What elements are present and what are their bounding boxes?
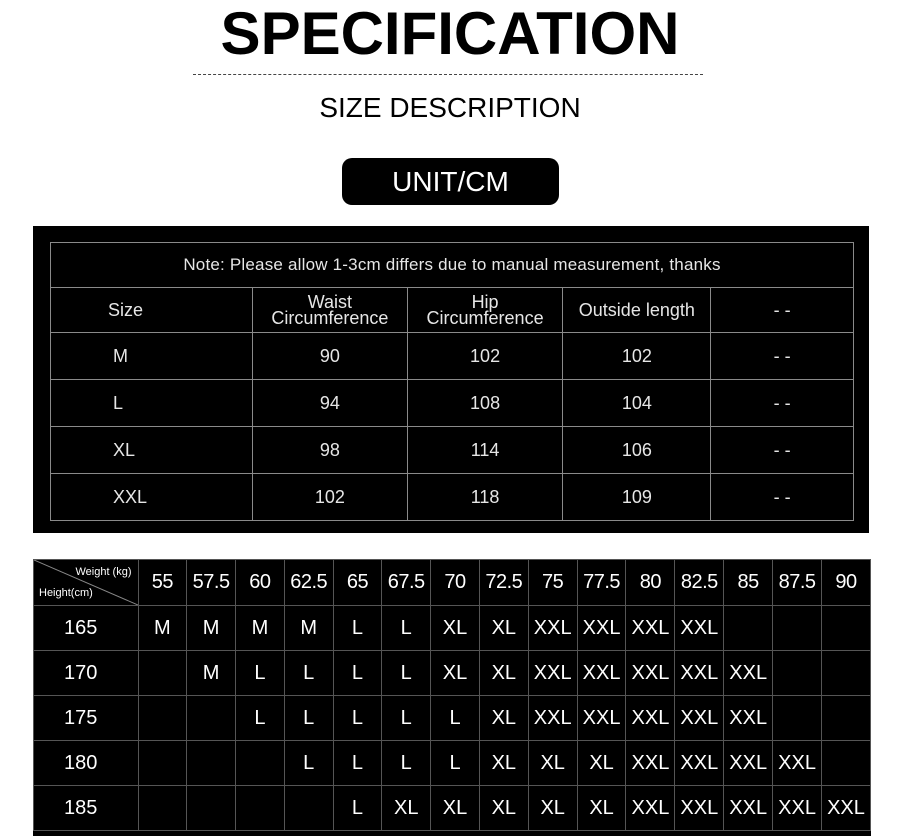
size-cell: L	[333, 606, 382, 651]
size-cell: XXL	[528, 606, 577, 651]
size-cell: XXL	[675, 741, 724, 786]
size-cell: L	[333, 741, 382, 786]
height-cell: 165	[34, 606, 139, 651]
weight-header-cell: 70	[431, 560, 480, 606]
size-cell: XL	[577, 741, 626, 786]
size-cell: XL	[479, 741, 528, 786]
cell-waist: 98	[253, 427, 408, 474]
size-cell	[138, 696, 187, 741]
table-row	[34, 786, 871, 831]
cell-length: 102	[563, 333, 711, 380]
table-row	[51, 333, 854, 380]
weight-axis-label: Weight (kg)	[75, 566, 132, 578]
weight-header-cell: 62.5	[284, 560, 333, 606]
cell-length: 109	[563, 474, 711, 521]
header-hip-line1: Hip	[471, 292, 499, 312]
header-outside-length: Outside length	[563, 288, 711, 333]
measurement-table	[50, 242, 854, 521]
size-cell	[724, 606, 773, 651]
weight-header-cell: 87.5	[773, 560, 822, 606]
weight-header-cell: 55	[138, 560, 187, 606]
size-chart-table	[33, 559, 871, 831]
header-waist	[253, 288, 408, 333]
header-waist-line1: Waist	[307, 292, 353, 312]
size-cell	[236, 741, 285, 786]
size-cell: XL	[577, 786, 626, 831]
unit-badge: UNIT/CM	[342, 158, 559, 205]
size-cell: XXL	[724, 741, 773, 786]
cell-extra: - -	[711, 427, 854, 474]
size-cell: XXL	[626, 741, 675, 786]
size-cell: L	[431, 741, 480, 786]
size-cell: XXL	[724, 651, 773, 696]
cell-size: L	[51, 380, 253, 427]
size-cell: XL	[479, 786, 528, 831]
size-cell	[284, 786, 333, 831]
table-row	[34, 651, 871, 696]
cell-hip: 118	[407, 474, 563, 521]
header-size: Size	[51, 288, 253, 333]
size-cell: XL	[382, 786, 431, 831]
weight-header-cell: 85	[724, 560, 773, 606]
size-cell: L	[382, 696, 431, 741]
cell-size: XL	[51, 427, 253, 474]
cell-waist: 90	[253, 333, 408, 380]
size-chart-panel	[33, 559, 871, 836]
size-cell: XXL	[626, 606, 675, 651]
header-hip	[407, 288, 563, 333]
cell-size: M	[51, 333, 253, 380]
page-title: SPECIFICATION	[220, 0, 680, 67]
size-cell: L	[333, 651, 382, 696]
cell-waist: 102	[253, 474, 408, 521]
weight-header-cell: 60	[236, 560, 285, 606]
weight-header-cell: 57.5	[187, 560, 236, 606]
size-cell: XXL	[626, 786, 675, 831]
height-cell: 170	[34, 651, 139, 696]
table-row	[51, 474, 854, 521]
measurement-panel	[33, 226, 869, 533]
corner-cell	[34, 560, 139, 606]
table-row	[34, 696, 871, 741]
size-cell: L	[236, 696, 285, 741]
size-cell: XXL	[626, 696, 675, 741]
dashed-divider	[193, 74, 703, 75]
size-cell	[821, 606, 870, 651]
cell-hip: 102	[407, 333, 563, 380]
weight-header-cell: 75	[528, 560, 577, 606]
size-cell: M	[236, 606, 285, 651]
weight-header-cell: 67.5	[382, 560, 431, 606]
size-cell	[773, 696, 822, 741]
size-cell	[821, 651, 870, 696]
size-cell: L	[382, 741, 431, 786]
size-cell	[138, 786, 187, 831]
cell-length: 106	[563, 427, 711, 474]
size-cell: XXL	[675, 786, 724, 831]
size-cell: L	[333, 696, 382, 741]
size-cell: XL	[479, 696, 528, 741]
measurement-note: Note: Please allow 1-3cm differs due to manual measurement, thanks	[51, 243, 854, 288]
size-cell: L	[333, 786, 382, 831]
weight-header-cell: 77.5	[577, 560, 626, 606]
size-cell: XXL	[577, 606, 626, 651]
size-cell: XXL	[724, 696, 773, 741]
weight-header-cell: 82.5	[675, 560, 724, 606]
size-cell: M	[187, 606, 236, 651]
header-hip-line2: Circumference	[426, 308, 544, 328]
size-cell	[138, 651, 187, 696]
table-row	[51, 380, 854, 427]
size-cell: XXL	[675, 651, 724, 696]
cell-hip: 108	[407, 380, 563, 427]
size-cell	[236, 786, 285, 831]
weight-header-cell: 72.5	[479, 560, 528, 606]
size-cell: XXL	[675, 696, 724, 741]
size-cell: L	[284, 741, 333, 786]
size-cell: M	[138, 606, 187, 651]
size-cell: XL	[431, 651, 480, 696]
size-cell	[187, 741, 236, 786]
table-row	[34, 741, 871, 786]
size-cell: XL	[431, 786, 480, 831]
size-cell	[773, 651, 822, 696]
size-cell: XXL	[577, 696, 626, 741]
cell-length: 104	[563, 380, 711, 427]
cell-size: XXL	[51, 474, 253, 521]
height-cell: 175	[34, 696, 139, 741]
cell-hip: 114	[407, 427, 563, 474]
size-cell: XXL	[724, 786, 773, 831]
size-cell: L	[284, 651, 333, 696]
size-cell	[187, 696, 236, 741]
size-cell: M	[284, 606, 333, 651]
size-cell: L	[284, 696, 333, 741]
weight-header-cell: 80	[626, 560, 675, 606]
height-cell: 180	[34, 741, 139, 786]
size-cell: L	[431, 696, 480, 741]
size-cell: L	[382, 651, 431, 696]
size-cell: XXL	[528, 696, 577, 741]
size-cell: M	[187, 651, 236, 696]
weight-header-cell: 65	[333, 560, 382, 606]
size-cell: XL	[528, 741, 577, 786]
size-cell: XL	[528, 786, 577, 831]
size-cell	[821, 741, 870, 786]
size-cell: XL	[431, 606, 480, 651]
size-cell: L	[382, 606, 431, 651]
table-row	[34, 606, 871, 651]
size-cell: XXL	[773, 741, 822, 786]
cell-extra: - -	[711, 333, 854, 380]
size-cell: XXL	[528, 651, 577, 696]
cell-extra: - -	[711, 380, 854, 427]
weight-header-row	[34, 560, 871, 606]
size-cell: XXL	[675, 606, 724, 651]
size-cell	[187, 786, 236, 831]
header-waist-line2: Circumference	[271, 308, 389, 328]
height-cell: 185	[34, 786, 139, 831]
size-cell: L	[236, 651, 285, 696]
size-cell: XXL	[577, 651, 626, 696]
weight-header-cell: 90	[821, 560, 870, 606]
header-extra: - -	[711, 288, 854, 333]
size-cell: XL	[479, 606, 528, 651]
size-cell: XL	[479, 651, 528, 696]
cell-waist: 94	[253, 380, 408, 427]
size-cell	[773, 606, 822, 651]
cell-extra: - -	[711, 474, 854, 521]
size-cell	[138, 741, 187, 786]
size-cell: XXL	[821, 786, 870, 831]
table-row	[51, 427, 854, 474]
size-cell: XXL	[626, 651, 675, 696]
page-subtitle: SIZE DESCRIPTION	[319, 92, 581, 123]
size-cell	[821, 696, 870, 741]
size-cell: XXL	[773, 786, 822, 831]
height-axis-label: Height(cm)	[39, 587, 93, 599]
